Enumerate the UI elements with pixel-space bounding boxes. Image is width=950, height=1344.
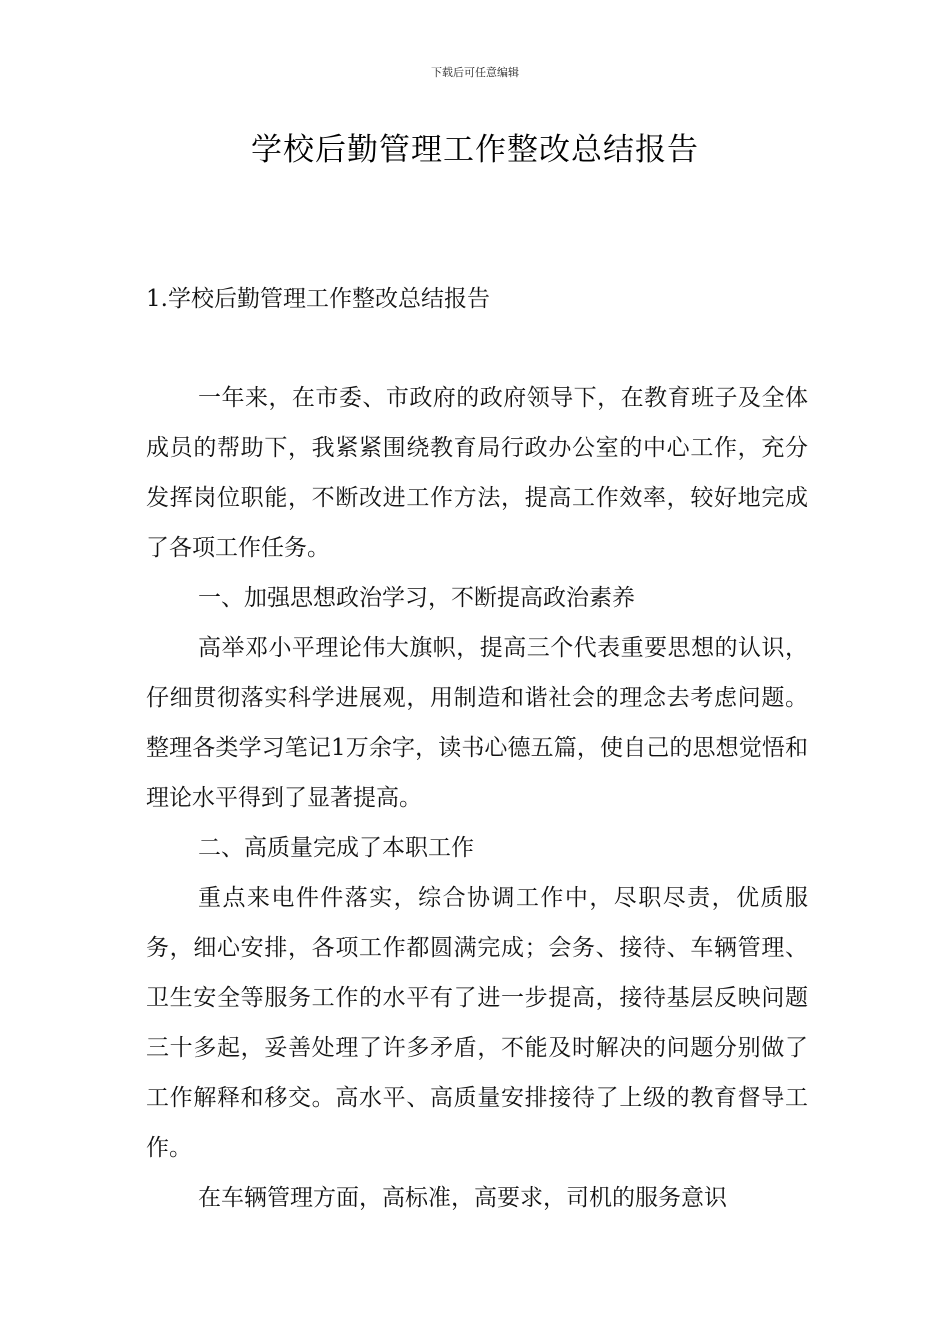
body-paragraph: 重点来电件件落实，综合协调工作中，尽职尽责，优质服务，细心安排，各项工作都圆满完成；会务、接待、车辆管理、卫生安全等服务工作的水平有了进一步提高，接待基层反映问题三十多起，妥善处理了许多矛盾，不能及时解决的问题分别做了工作解释和移交。高水平、高质量安排接待了上级的教育督导工作。 [146,885,808,1161]
body-paragraph: 在车辆管理方面，高标准，高要求，司机的服务意识 [198,1185,727,1211]
section-heading: 1.学校后勤管理工作整改总结报告 [146,286,490,312]
subsection-heading: 二、高质量完成了本职工作 [198,835,474,861]
header-note: 下载后可任意编辑 [431,66,519,79]
document-title: 学校后勤管理工作整改总结报告 [251,132,699,168]
subsection-heading: 一、加强思想政治学习，不断提高政治素养 [198,585,635,611]
body-paragraph: 高举邓小平理论伟大旗帜，提高三个代表重要思想的认识，仔细贯彻落实科学进展观，用制造和谐社会的理念去考虑问题。整理各类学习笔记1万余字，读书心德五篇，使自己的思想觉悟和理论水平得到了显著提高。 [146,635,808,811]
body-paragraph: 一年来，在市委、市政府的政府领导下，在教育班子及全体成员的帮助下，我紧紧围绕教育局行政办公室的中心工作，充分发挥岗位职能，不断改进工作方法，提高工作效率，较好地完成了各项工作任务。 [146,385,808,561]
